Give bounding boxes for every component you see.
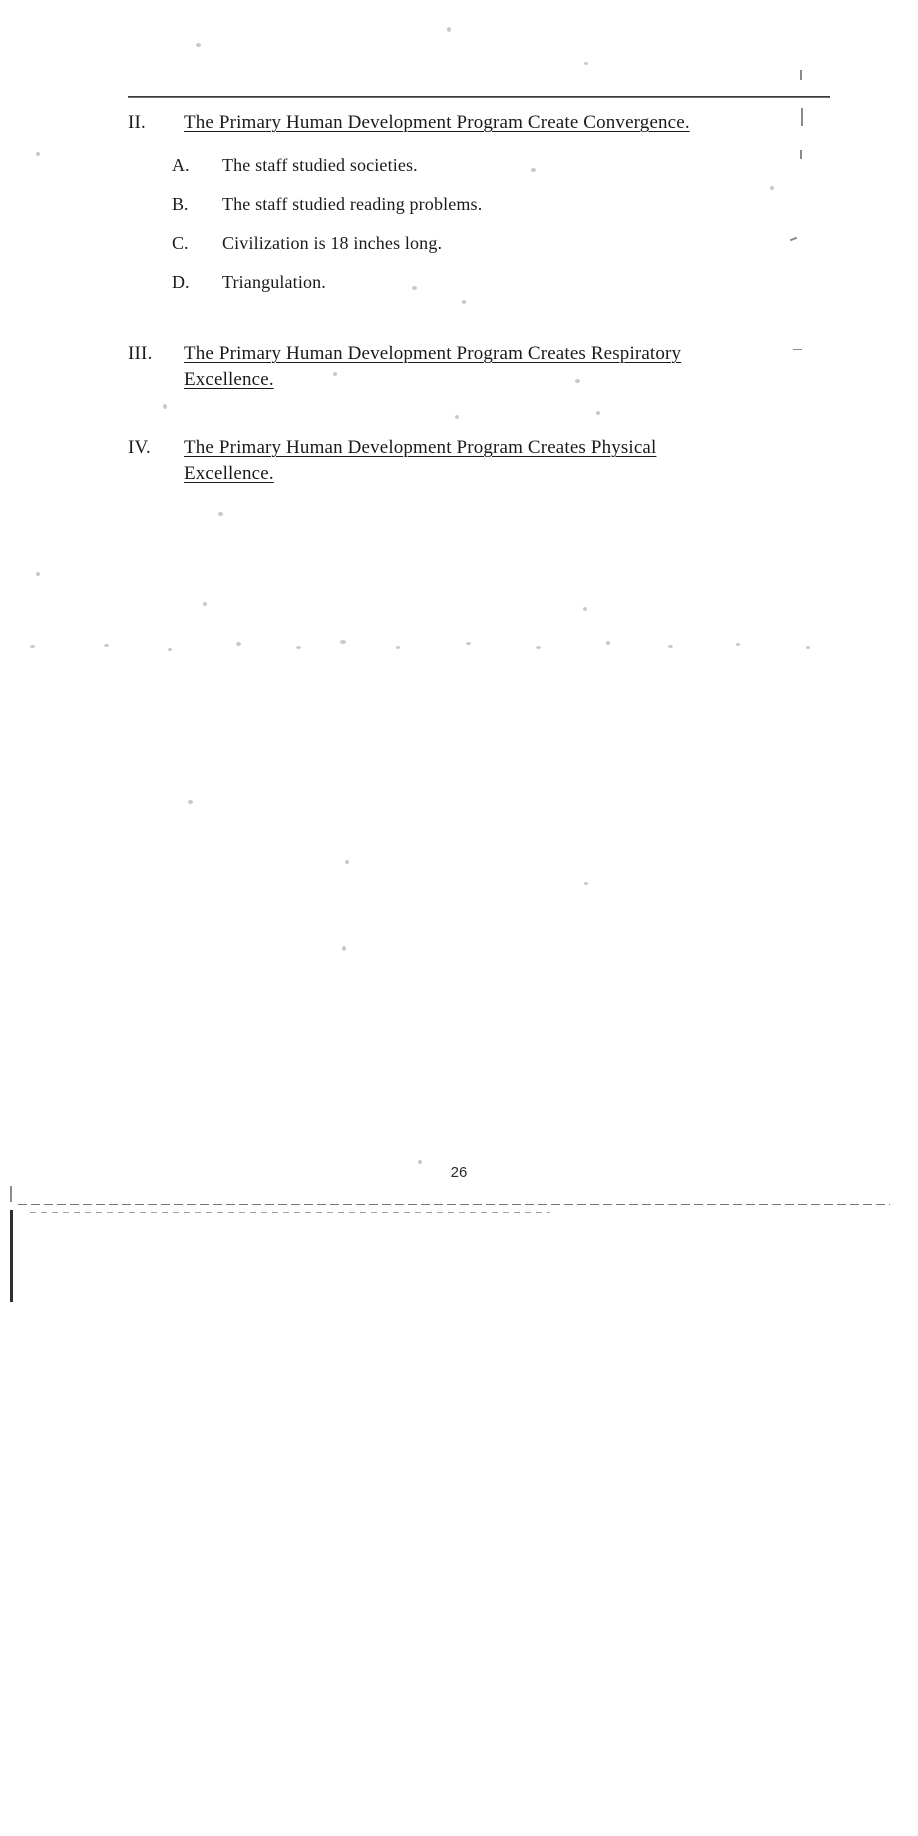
scan-speck xyxy=(296,646,301,649)
section-heading: The Primary Human Development Program Creates Physical Excellence. xyxy=(184,437,657,484)
list-item xyxy=(172,153,812,178)
footer-scan-line xyxy=(18,1204,890,1205)
scan-speck xyxy=(340,640,346,644)
scan-speck xyxy=(236,642,241,646)
scan-speck xyxy=(536,646,541,649)
section-numeral: III. xyxy=(128,343,153,364)
scan-speck xyxy=(606,641,610,645)
scan-speck xyxy=(584,62,588,65)
list-item-text: Civilization is 18 inches long. xyxy=(222,233,443,253)
list-item xyxy=(172,231,812,256)
list-item-letter: A. xyxy=(172,155,190,175)
scan-speck xyxy=(218,512,223,516)
scan-speck xyxy=(36,152,40,156)
scan-edge-bar xyxy=(10,1210,13,1302)
scan-speck xyxy=(163,404,167,409)
section-entry xyxy=(128,341,830,393)
footer-scan-line-secondary xyxy=(30,1212,550,1213)
section-entry xyxy=(128,435,830,487)
scan-speck xyxy=(196,43,201,47)
scan-speck xyxy=(447,27,451,32)
list-item-letter: D. xyxy=(172,272,190,292)
list-item-letter: C. xyxy=(172,233,189,253)
list-item-text: Triangulation. xyxy=(222,272,326,292)
scan-edge-mark xyxy=(800,70,802,80)
scan-speck xyxy=(396,646,400,649)
list-item xyxy=(172,270,812,295)
scan-speck xyxy=(345,860,349,864)
list-item xyxy=(172,192,812,217)
page-number: 26 xyxy=(450,1164,468,1181)
scan-speck xyxy=(455,415,459,419)
scan-speck xyxy=(168,648,172,651)
scan-speck xyxy=(583,607,587,611)
scan-edge-tick xyxy=(10,1186,12,1202)
scan-speck xyxy=(342,946,346,951)
scan-speck xyxy=(30,645,35,648)
scan-speck xyxy=(203,602,207,606)
scan-speck xyxy=(806,646,810,649)
section-heading: The Primary Human Development Program Creates Respiratory Excellence. xyxy=(184,343,682,390)
scan-speck xyxy=(462,300,466,304)
scan-speck xyxy=(596,411,600,415)
scan-speck xyxy=(770,186,774,190)
list-item-text: The staff studied reading problems. xyxy=(222,194,483,214)
section-numeral: II. xyxy=(128,112,147,133)
section-heading: The Primary Human Development Program Create Convergence. xyxy=(184,112,690,133)
section-entry xyxy=(128,110,830,136)
list-item-letter: B. xyxy=(172,194,189,214)
scan-speck xyxy=(736,643,740,646)
scan-speck xyxy=(584,882,588,885)
scan-speck xyxy=(104,644,109,647)
list-item-text: The staff studied societies. xyxy=(222,155,418,175)
header-rule-secondary xyxy=(128,97,830,98)
scan-speck xyxy=(668,645,673,648)
scan-speck xyxy=(466,642,471,645)
scan-speck xyxy=(188,800,193,804)
scan-speck xyxy=(36,572,40,576)
section-numeral: IV. xyxy=(128,437,151,458)
